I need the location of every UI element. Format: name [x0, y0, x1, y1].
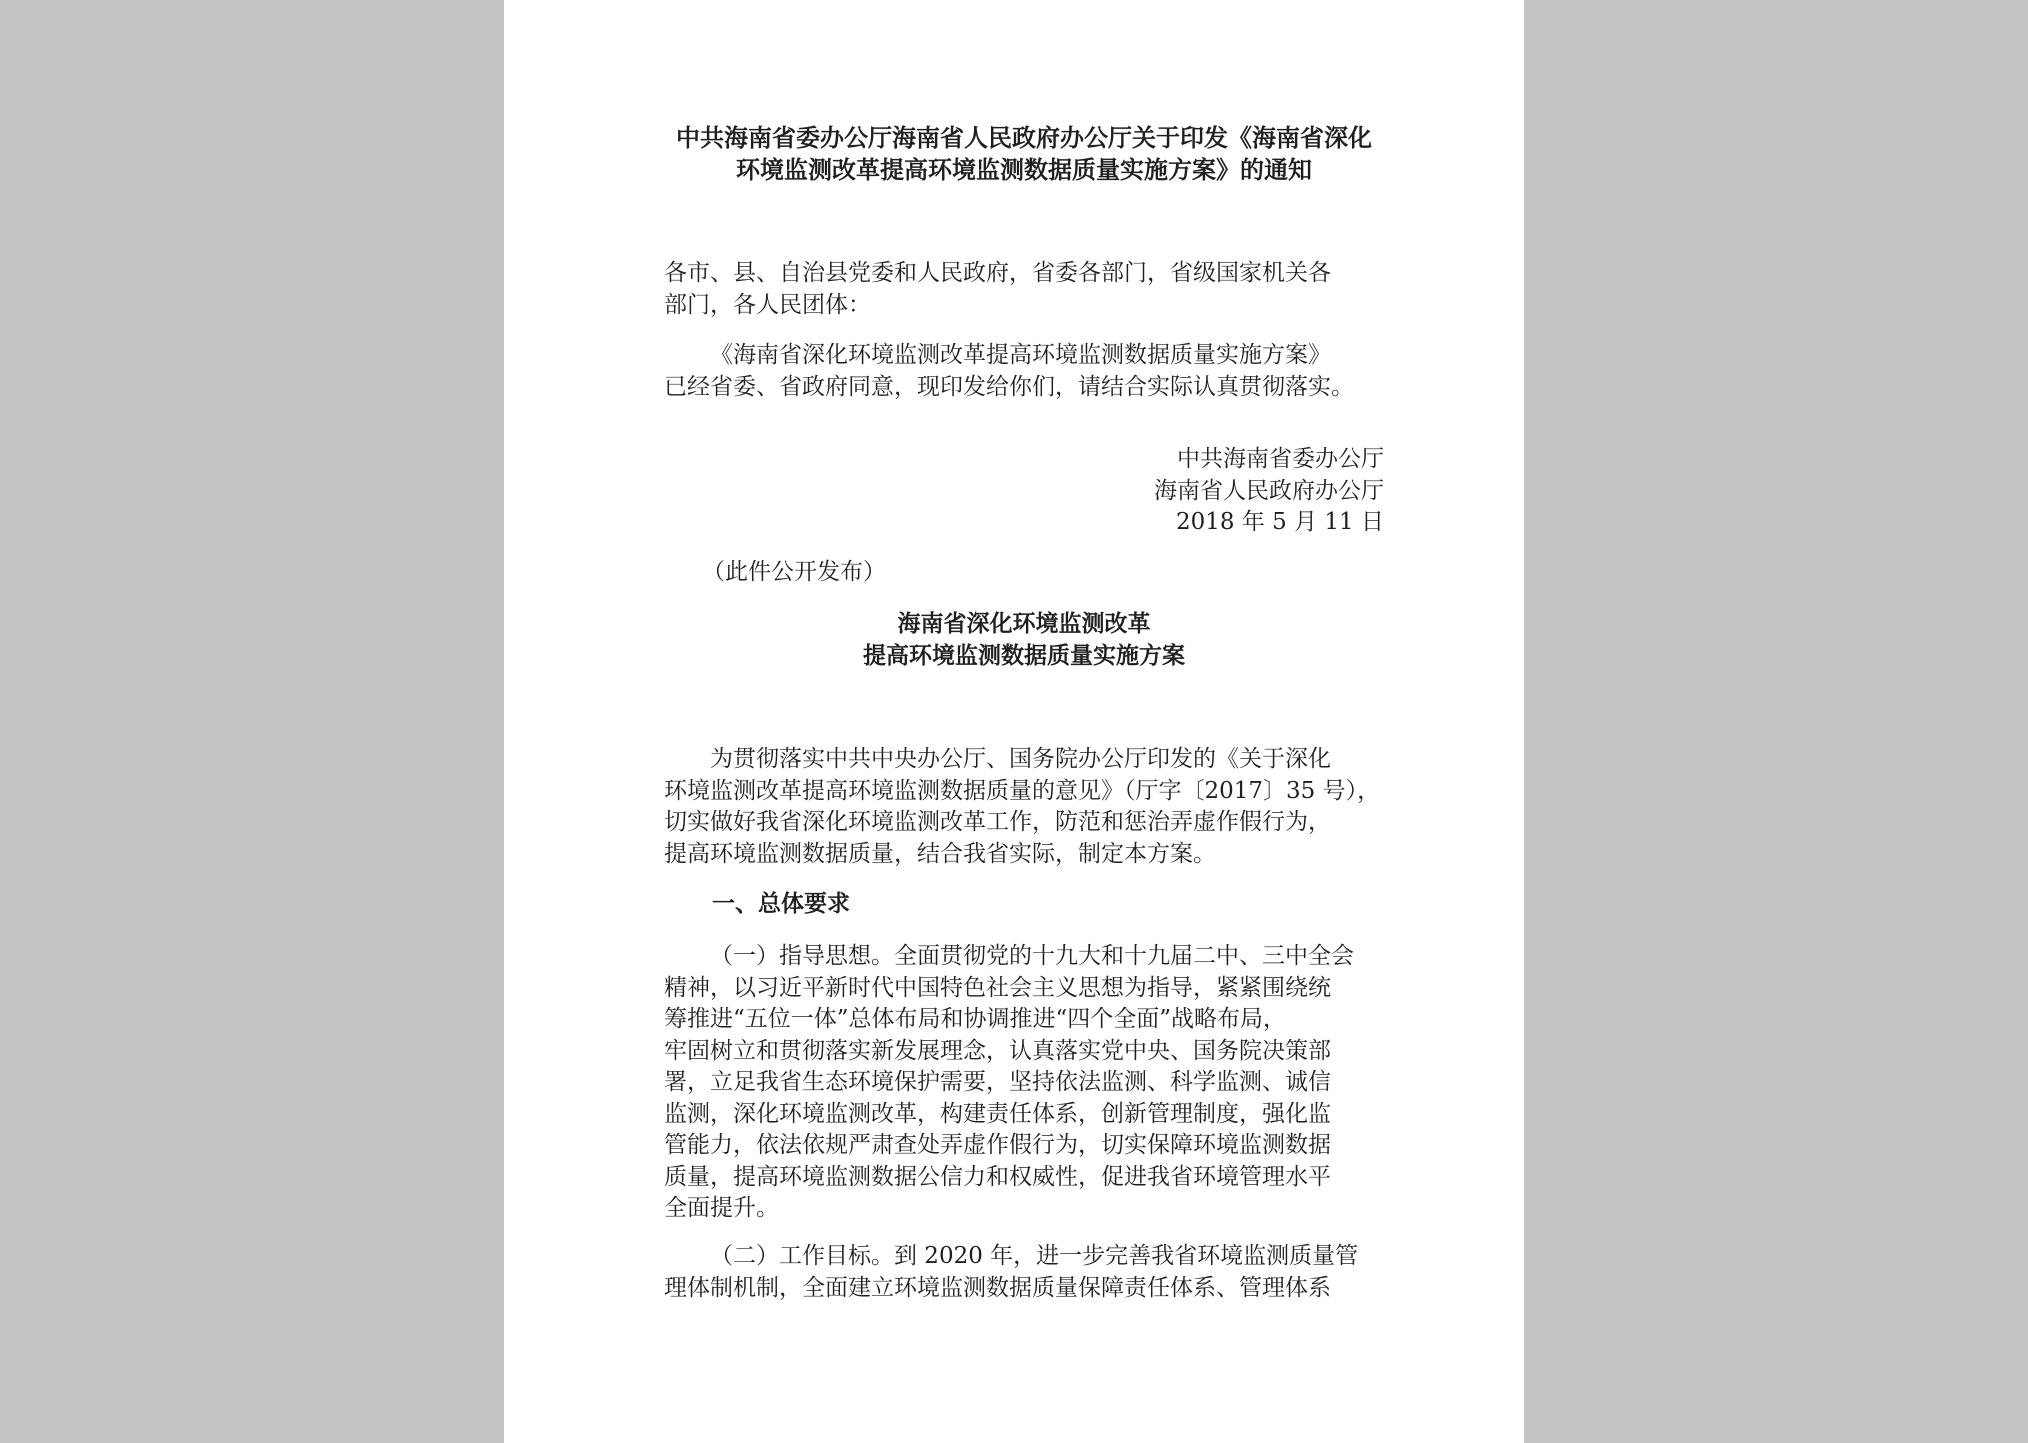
plan-intro-line: 提高环境监测数据质量，结合我省实际，制定本方案。 — [664, 840, 1216, 867]
guiding-line: 管能力，依法依规严肃查处弄虚作假行为，切实保障环境监测数据 — [664, 1132, 1331, 1158]
notice-title-line: 中共海南省委办公厅海南省人民政府办公厅关于印发《海南省深化 — [676, 123, 1372, 152]
notice-body-paragraph — [664, 340, 1384, 403]
guiding-line: 质量，提高环境监测数据公信力和权威性，促进我省环境管理水平 — [664, 1163, 1331, 1190]
guiding-line: 精神，以习近平新时代中国特色社会主义思想为指导，紧紧围绕统 — [664, 974, 1331, 1001]
guiding-line: 署，立足我省生态环境保护需要，坚持依法监测、科学监测、诚信 — [664, 1069, 1331, 1095]
guiding-line: 监测，深化环境监测改革，构建责任体系，创新管理制度，强化监 — [664, 1100, 1331, 1127]
signature-date: 2018 年 5 月 11 日 — [1176, 509, 1384, 535]
plan-intro-line: 为贯彻落实中共中央办公厅、国务院办公厅印发的《关于深化 — [710, 746, 1331, 772]
plan-title-line: 提高环境监测数据质量实施方案 — [863, 642, 1185, 669]
document-page — [504, 0, 1524, 1443]
signature-block — [984, 444, 1384, 539]
guiding-line: 筹推进“五位一体”总体布局和协调推进“四个全面”战略布局， — [664, 1006, 1287, 1032]
guiding-ideology-paragraph — [664, 941, 1384, 1225]
guiding-line: 牢固树立和贯彻落实新发展理念，认真落实党中央、国务院决策部 — [664, 1037, 1331, 1064]
addressee-line: 部门，各人民团体： — [664, 291, 871, 318]
release-note: （此件公开发布） — [702, 559, 886, 585]
goal-line: （二）工作目标。到 2020 年，进一步完善我省环境监测质量管 — [710, 1243, 1359, 1269]
goal-line: 理体制机制，全面建立环境监测数据质量保障责任体系、管理体系 — [664, 1274, 1331, 1301]
plan-intro-paragraph — [664, 744, 1384, 870]
notice-body-line: 《海南省深化环境监测改革提高环境监测数据质量实施方案》 — [710, 342, 1331, 368]
signature-office-1: 中共海南省委办公厅 — [1177, 446, 1384, 472]
plan-intro-line: 环境监测改革提高环境监测数据质量的意见》（厅字〔2017〕35 号）， — [664, 777, 1381, 804]
guiding-line: 全面提升。 — [664, 1195, 779, 1221]
notice-body-line: 已经省委、省政府同意，现印发给你们，请结合实际认真贯彻落实。 — [664, 373, 1354, 400]
notice-title — [664, 122, 1384, 186]
addressee-paragraph — [664, 258, 1384, 321]
work-goal-paragraph — [664, 1241, 1384, 1304]
plan-title — [664, 608, 1384, 672]
section-heading-general-requirements: 一、总体要求 — [712, 890, 850, 917]
signature-office-2: 海南省人民政府办公厅 — [1154, 477, 1384, 504]
plan-title-line: 海南省深化环境监测改革 — [897, 610, 1151, 637]
notice-title-line: 环境监测改革提高环境监测数据质量实施方案》的通知 — [736, 155, 1312, 184]
guiding-line: （一）指导思想。全面贯彻党的十九大和十九届二中、三中全会 — [710, 943, 1354, 969]
plan-intro-line: 切实做好我省深化环境监测改革工作，防范和惩治弄虚作假行为， — [664, 809, 1331, 835]
addressee-line: 各市、县、自治县党委和人民政府，省委各部门，省级国家机关各 — [664, 260, 1331, 286]
